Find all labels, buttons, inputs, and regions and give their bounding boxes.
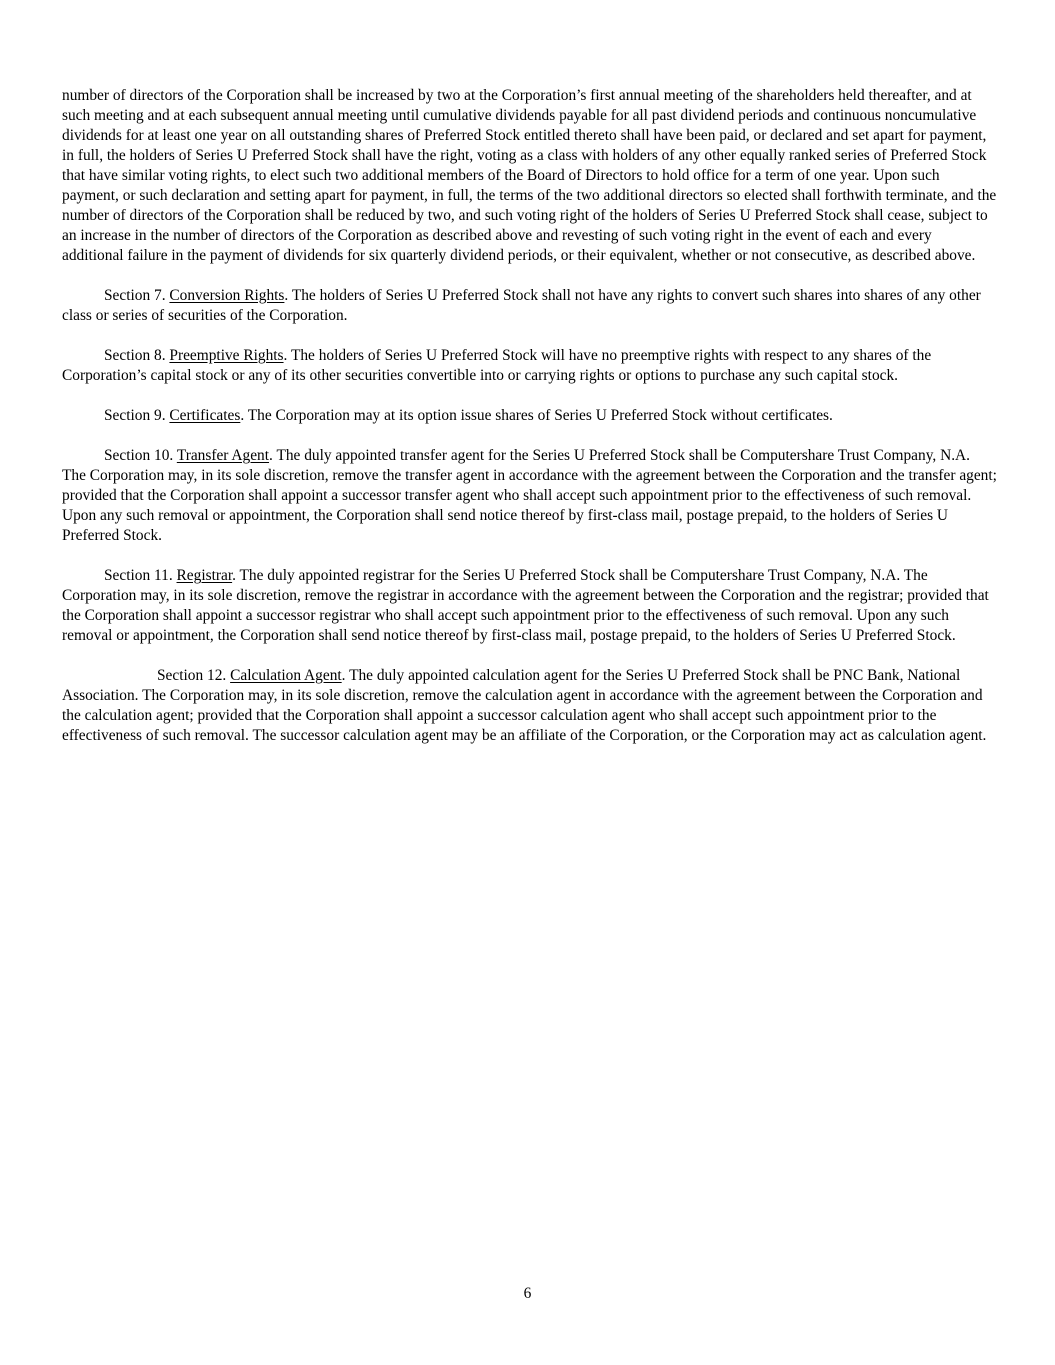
section-11-paragraph	[62, 566, 997, 646]
page-number: 6	[523, 1285, 532, 1302]
section-8-body: . The holders of Series U Preferred Stock will have no preemptive rights with respect to any shares of the Corporation’s capital stock or any of its other securities convertible into or carrying rights or options to purchase any such capital stock.	[62, 347, 932, 384]
section-8-paragraph	[62, 346, 997, 386]
section-8-heading: Preemptive Rights	[169, 347, 284, 364]
document-page	[62, 86, 997, 766]
section-9-paragraph	[62, 406, 997, 426]
section-10-prefix: Section 10.	[104, 447, 177, 464]
section-7-prefix: Section 7.	[104, 287, 170, 304]
section-12-prefix: Section 12.	[157, 667, 231, 684]
continuation-paragraph: number of directors of the Corporation shall be increased by two at the Corporation’s first annual meeting of the shareholders held thereafter, and at such meeting and at each subsequent annual meeting until cumulative dividends payable for all past dividend periods and continuous noncumulative dividends for at least one year on all outstanding shares of Preferred Stock entitled thereto shall have been paid, or declared and set apart for payment, in full, the holders of Series U Preferred Stock shall have the right, voting as a class with holders of any other equally ranked series of Preferred Stock that have similar voting rights, to elect such two additional members of the Board of Directors to hold office for a term of one year. Upon such payment, or such declaration and setting apart for payment, in full, the terms of the two additional directors so elected shall forthwith terminate, and the number of directors of the Corporation shall be reduced by two, and such voting right of the holders of Series U Preferred Stock shall cease, subject to an increase in the number of directors of the Corporation as described above and revesting of such voting right in the event of each and every additional failure in the payment of dividends for six quarterly dividend periods, or their equivalent, whether or not consecutive, as described above.	[62, 87, 997, 264]
section-12-body: . The duly appointed calculation agent for the Series U Preferred Stock shall be PNC Bank, National Association. The Corporation may, in its sole discretion, remove the calculation agent in accordance with the agreement between the Corporation and the calculation agent; provided that the Corporation shall appoint a successor calculation agent who shall accept such appointment prior to the effectiveness of such removal. The successor calculation agent may be an affiliate of the Corporation, or the Corporation may act as calculation agent.	[62, 667, 987, 744]
section-12-heading: Calculation Agent	[230, 667, 342, 684]
section-10-paragraph	[62, 446, 997, 546]
section-10-heading: Transfer Agent	[176, 447, 270, 464]
section-8-prefix: Section 8.	[104, 347, 170, 364]
section-12-paragraph	[62, 666, 997, 746]
section-9-prefix: Section 9.	[104, 407, 170, 424]
section-7-paragraph	[62, 286, 997, 326]
section-11-heading: Registrar	[176, 567, 233, 584]
section-9-body: . The Corporation may at its option issue shares of Series U Preferred Stock without certificates.	[240, 407, 833, 424]
section-7-heading: Conversion Rights	[169, 287, 285, 304]
section-11-body: . The duly appointed registrar for the Series U Preferred Stock shall be Computershare Trust Company, N.A. The Corporation may, in its sole discretion, remove the registrar in accordance with the agreement between the Corporation and the registrar; provided that the Corporation shall appoint a successor registrar who shall accept such appointment prior to the effectiveness of such removal. Upon any such removal or appointment, the Corporation shall send notice thereof by first-class mail, postage prepaid, to the holders of Series U Preferred Stock.	[62, 567, 989, 644]
section-9-heading: Certificates	[169, 407, 241, 424]
section-11-prefix: Section 11.	[104, 567, 177, 584]
section-10-body: . The duly appointed transfer agent for the Series U Preferred Stock shall be Computershare Trust Company, N.A. The Corporation may, in its sole discretion, remove the transfer agent in accordance with the agreement between the Corporation and the transfer agent; provided that the Corporation shall appoint a successor transfer agent who shall accept such appointment prior to the effectiveness of such removal. Upon any such removal or appointment, the Corporation shall send notice thereof by first-class mail, postage prepaid, to the holders of Series U Preferred Stock.	[62, 447, 997, 544]
section-7-body: . The holders of Series U Preferred Stock shall not have any rights to convert such shares into shares of any other class or series of securities of the Corporation.	[62, 287, 981, 324]
